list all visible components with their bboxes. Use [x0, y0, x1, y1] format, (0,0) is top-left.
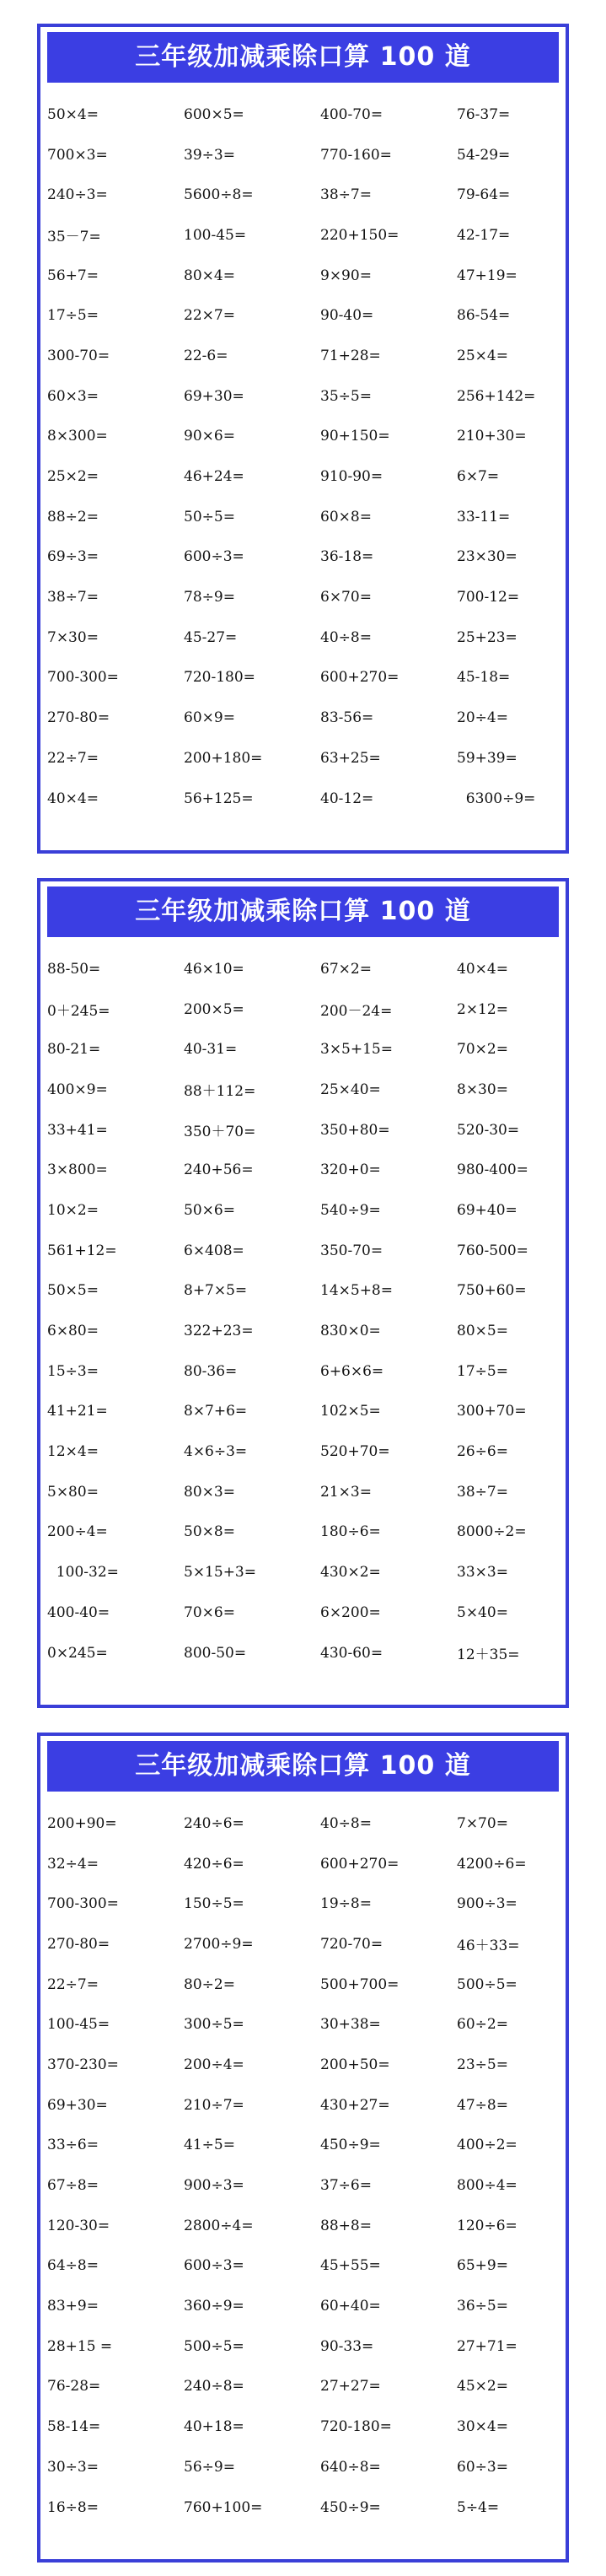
math-problem: 46+24=	[184, 468, 244, 486]
problem-row	[47, 336, 553, 376]
math-problem: 56÷9=	[184, 2458, 235, 2476]
problem-row	[47, 1431, 553, 1472]
math-problem: 200÷4=	[184, 2056, 244, 2073]
problem-row	[47, 779, 553, 819]
problem-row	[47, 738, 553, 779]
math-problem: 6×70=	[320, 589, 372, 606]
math-problem: 360÷9=	[184, 2298, 244, 2315]
math-problem: 33×3=	[457, 1564, 508, 1582]
problem-row	[47, 497, 553, 537]
math-problem: 22×7=	[184, 307, 235, 325]
math-problem: 36-18=	[320, 548, 374, 566]
math-problem: 760+100=	[184, 2498, 263, 2516]
problem-row	[47, 1633, 553, 1673]
math-problem: 33-11=	[457, 508, 511, 525]
math-problem: 720-70=	[320, 1935, 383, 1953]
math-problem: 76-37=	[457, 105, 511, 123]
math-problem: 70×2=	[457, 1041, 508, 1059]
math-problem: 25×40=	[320, 1081, 381, 1098]
math-problem: 80-36=	[184, 1362, 238, 1380]
math-problem: 54-29=	[457, 146, 511, 164]
math-problem: 60×8=	[320, 508, 372, 525]
math-problem: 79-64=	[457, 186, 511, 204]
problem-row	[47, 2165, 553, 2206]
math-problem: 6+6×6=	[320, 1362, 384, 1380]
math-problem: 350+80=	[320, 1121, 390, 1139]
math-problem: 22÷7=	[47, 1975, 99, 1993]
math-problem: 600+270=	[320, 669, 400, 687]
math-problem: 47÷8=	[457, 2096, 508, 2114]
math-problem: 65+9=	[457, 2257, 508, 2275]
math-problem: 540÷9=	[320, 1201, 381, 1219]
problem-row	[47, 698, 553, 738]
math-problem: 5×40=	[457, 1603, 508, 1621]
math-problem: 7×70=	[457, 1814, 508, 1832]
math-problem: 30÷3=	[47, 2458, 99, 2476]
problem-row	[47, 2004, 553, 2045]
math-problem: 8×7+6=	[184, 1403, 248, 1420]
math-problem: 56+125=	[184, 790, 254, 807]
math-problem: 23÷5=	[457, 2056, 508, 2073]
problem-row	[47, 2367, 553, 2407]
math-problem: 80-21=	[47, 1041, 101, 1059]
problem-row	[47, 376, 553, 417]
math-problem: 88÷2=	[47, 508, 99, 525]
math-problem: 25+23=	[457, 628, 518, 646]
math-problem: 30+38=	[320, 2016, 381, 2034]
math-problem: 67÷8=	[47, 2177, 99, 2195]
math-problem: 200+50=	[320, 2056, 390, 2073]
math-problem: 80×5=	[457, 1323, 508, 1340]
math-problem: 640÷8=	[320, 2458, 381, 2476]
math-problem: 322+23=	[184, 1323, 254, 1340]
math-problem: 300÷5=	[184, 2016, 244, 2034]
math-problem: 69+40=	[457, 1201, 518, 1219]
math-problem: 150÷5=	[184, 1895, 244, 1913]
math-problem: 3×5+15=	[320, 1041, 393, 1059]
math-problem: 59+39=	[457, 749, 518, 767]
problem-row	[47, 2206, 553, 2246]
math-problem: 46＋33=	[457, 1937, 520, 1955]
problem-grid	[47, 1803, 553, 2527]
math-problem: 400-70=	[320, 105, 383, 123]
problem-row	[47, 1844, 553, 1884]
worksheet-title: 三年级加减乘除口算 100 道	[47, 32, 559, 83]
math-problem: 41+21=	[47, 1403, 108, 1420]
math-problem: 200－24=	[320, 1003, 393, 1021]
problem-row	[47, 2406, 553, 2447]
math-problem: 220+150=	[320, 226, 400, 244]
math-problem: 30×4=	[457, 2418, 508, 2436]
math-problem: 450÷9=	[320, 2498, 381, 2516]
math-problem: 60÷3=	[457, 2458, 508, 2476]
problem-row	[47, 989, 553, 1030]
math-problem: 4×6÷3=	[184, 1443, 248, 1461]
worksheet-2	[37, 878, 569, 1708]
math-problem: 760-500=	[457, 1242, 528, 1259]
math-problem: 83-56=	[320, 709, 374, 727]
math-problem: 600÷3=	[184, 2257, 244, 2275]
math-problem: 270-80=	[47, 1935, 110, 1953]
math-problem: 370-230=	[47, 2056, 119, 2073]
worksheet-1	[37, 24, 569, 854]
math-problem: 700-300=	[47, 669, 119, 687]
math-problem: 46×10=	[184, 960, 244, 978]
problem-row	[47, 1029, 553, 1070]
math-problem: 76-28=	[47, 2378, 101, 2395]
problem-row	[47, 2326, 553, 2367]
math-problem: 420÷6=	[184, 1855, 244, 1873]
math-problem: 240÷3=	[47, 186, 108, 204]
math-problem: 35－7=	[47, 229, 101, 246]
math-problem: 80×4=	[184, 267, 235, 284]
math-problem: 32÷4=	[47, 1855, 99, 1873]
math-problem: 60+40=	[320, 2298, 381, 2315]
math-problem: 200+180=	[184, 749, 263, 767]
math-problem: 40÷8=	[320, 628, 372, 646]
math-problem: 27+27=	[320, 2378, 381, 2395]
math-problem: 6300÷9=	[457, 790, 536, 807]
math-problem: 40÷8=	[320, 1814, 372, 1832]
math-problem: 400-40=	[47, 1603, 110, 1621]
math-problem: 400÷2=	[457, 2137, 518, 2154]
math-problem: 88+8=	[320, 2217, 372, 2234]
math-problem: 69+30=	[47, 2096, 108, 2114]
problem-grid	[47, 94, 553, 818]
math-problem: 90×6=	[184, 428, 235, 445]
math-problem: 70×6=	[184, 1603, 235, 1621]
problem-row	[47, 1190, 553, 1231]
math-problem: 770-160=	[320, 146, 392, 164]
problem-row	[47, 1110, 553, 1151]
problem-row	[47, 2246, 553, 2287]
problem-row	[47, 1351, 553, 1392]
math-problem: 23×30=	[457, 548, 518, 566]
problem-row	[47, 2126, 553, 2166]
math-problem: 69+30=	[184, 387, 244, 405]
math-problem: 0＋245=	[47, 1003, 110, 1021]
problem-row	[47, 2487, 553, 2528]
math-problem: 90+150=	[320, 428, 390, 445]
problem-row	[47, 175, 553, 215]
problem-row	[47, 1924, 553, 1964]
math-problem: 14×5+8=	[320, 1282, 393, 1300]
math-problem: 2700÷9=	[184, 1935, 254, 1953]
math-problem: 100-45=	[184, 226, 247, 244]
math-problem: 800-50=	[184, 1644, 247, 1662]
math-problem: 720-180=	[320, 2418, 392, 2436]
math-problem: 71+28=	[320, 347, 381, 364]
math-problem: 36÷5=	[457, 2298, 508, 2315]
math-problem: 60×3=	[47, 387, 99, 405]
math-problem: 210+30=	[457, 428, 527, 445]
math-problem: 600÷3=	[184, 548, 244, 566]
math-problem: 0×245=	[47, 1644, 108, 1662]
math-problem: 6×80=	[47, 1323, 99, 1340]
math-problem: 20÷4=	[457, 709, 508, 727]
math-problem: 700×3=	[47, 146, 108, 164]
math-problem: 45×2=	[457, 2378, 508, 2395]
math-problem: 50×4=	[47, 105, 99, 123]
math-problem: 2×12=	[457, 1000, 508, 1018]
math-problem: 750+60=	[457, 1282, 527, 1300]
math-problem: 45-18=	[457, 669, 511, 687]
math-problem: 86-54=	[457, 307, 511, 325]
math-problem: 88-50=	[47, 960, 101, 978]
problem-row	[47, 2447, 553, 2487]
math-problem: 120-30=	[47, 2217, 110, 2234]
math-problem: 2800÷4=	[184, 2217, 254, 2234]
problem-row	[47, 1592, 553, 1633]
math-problem: 500÷5=	[457, 1975, 518, 1993]
math-problem: 3×800=	[47, 1161, 108, 1179]
math-problem: 12×4=	[47, 1443, 99, 1461]
math-problem: 41÷5=	[184, 2137, 235, 2154]
math-problem: 50×8=	[184, 1523, 235, 1541]
problem-row	[47, 256, 553, 296]
math-problem: 910-90=	[320, 468, 383, 486]
problem-row	[47, 1150, 553, 1190]
math-problem: 60×9=	[184, 709, 235, 727]
math-problem: 6×7=	[457, 468, 500, 486]
math-problem: 63+25=	[320, 749, 381, 767]
problem-row	[47, 456, 553, 497]
problem-row	[47, 135, 553, 175]
math-problem: 15÷3=	[47, 1362, 99, 1380]
math-problem: 430×2=	[320, 1564, 381, 1582]
math-problem: 561+12=	[47, 1242, 117, 1259]
math-problem: 300-70=	[47, 347, 110, 364]
problem-row	[47, 1472, 553, 1512]
math-problem: 350-70=	[320, 1242, 383, 1259]
math-problem: 45-27=	[184, 628, 238, 646]
math-problem: 33+41=	[47, 1121, 108, 1139]
math-problem: 38÷7=	[47, 589, 99, 606]
problem-row	[47, 295, 553, 336]
math-problem: 8×300=	[47, 428, 108, 445]
problem-row	[47, 658, 553, 698]
math-problem: 45+55=	[320, 2257, 381, 2275]
problem-row	[47, 417, 553, 457]
math-problem: 102×5=	[320, 1403, 381, 1420]
math-problem: 100-32=	[47, 1564, 119, 1582]
problem-row	[47, 1552, 553, 1592]
math-problem: 600+270=	[320, 1855, 400, 1873]
math-problem: 100-45=	[47, 2016, 110, 2034]
math-problem: 42-17=	[457, 226, 511, 244]
problem-row	[47, 1392, 553, 1432]
math-problem: 21×3=	[320, 1483, 372, 1501]
math-problem: 520-30=	[457, 1121, 520, 1139]
math-problem: 270-80=	[47, 709, 110, 727]
math-problem: 200×5=	[184, 1000, 244, 1018]
math-problem: 17÷5=	[47, 307, 99, 325]
problem-row	[47, 1512, 553, 1553]
math-problem: 8000÷2=	[457, 1523, 527, 1541]
math-problem: 19÷8=	[320, 1895, 372, 1913]
math-problem: 27+71=	[457, 2337, 518, 2355]
math-problem: 40-31=	[184, 1041, 238, 1059]
math-problem: 6×200=	[320, 1603, 381, 1621]
problem-row	[47, 2286, 553, 2326]
math-problem: 17÷5=	[457, 1362, 508, 1380]
problem-row	[47, 2045, 553, 2085]
math-problem: 37÷6=	[320, 2177, 372, 2195]
math-problem: 5×80=	[47, 1483, 99, 1501]
math-problem: 16÷8=	[47, 2498, 99, 2516]
math-problem: 8+7×5=	[184, 1282, 248, 1300]
problem-row	[47, 1231, 553, 1271]
math-problem: 47+19=	[457, 267, 518, 284]
math-problem: 900÷3=	[457, 1895, 518, 1913]
math-problem: 120÷6=	[457, 2217, 518, 2234]
problem-row	[47, 1803, 553, 1844]
math-problem: 300+70=	[457, 1403, 527, 1420]
math-problem: 240÷6=	[184, 1814, 244, 1832]
math-problem: 200÷4=	[47, 1523, 108, 1541]
math-problem: 200+90=	[47, 1814, 117, 1832]
problem-row	[47, 617, 553, 658]
math-problem: 90-40=	[320, 307, 374, 325]
math-problem: 5÷4=	[457, 2498, 500, 2516]
math-problem: 83+9=	[47, 2298, 99, 2315]
problem-row	[47, 1964, 553, 2005]
math-problem: 38÷7=	[320, 186, 372, 204]
math-problem: 8×30=	[457, 1081, 508, 1098]
math-problem: 58-14=	[47, 2418, 101, 2436]
problem-row	[47, 537, 553, 578]
math-problem: 900÷3=	[184, 2177, 244, 2195]
math-problem: 320+0=	[320, 1161, 381, 1179]
math-problem: 40-12=	[320, 790, 374, 807]
math-problem: 500+700=	[320, 1975, 400, 1993]
math-problem: 4200÷6=	[457, 1855, 527, 1873]
math-problem: 28+15 =	[47, 2337, 113, 2355]
math-problem: 5×15+3=	[184, 1564, 256, 1582]
math-problem: 800÷4=	[457, 2177, 518, 2195]
math-problem: 40×4=	[457, 960, 508, 978]
math-problem: 240÷8=	[184, 2378, 244, 2395]
math-problem: 35÷5=	[320, 387, 372, 405]
math-problem: 9×90=	[320, 267, 372, 284]
math-problem: 38÷7=	[457, 1483, 508, 1501]
worksheet-title: 三年级加减乘除口算 100 道	[47, 887, 559, 937]
math-problem: 50×5=	[47, 1282, 99, 1300]
math-problem: 40+18=	[184, 2418, 244, 2436]
math-problem: 720-180=	[184, 669, 255, 687]
math-problem: 33÷6=	[47, 2137, 99, 2154]
math-problem: 78÷9=	[184, 589, 235, 606]
math-problem: 69÷3=	[47, 548, 99, 566]
math-problem: 256+142=	[457, 387, 536, 405]
math-problem: 22-6=	[184, 347, 228, 364]
problem-row	[47, 215, 553, 256]
math-problem: 180÷6=	[320, 1523, 381, 1541]
math-problem: 22÷7=	[47, 749, 99, 767]
math-problem: 40×4=	[47, 790, 99, 807]
math-problem: 12＋35=	[457, 1646, 520, 1664]
math-problem: 25×2=	[47, 468, 99, 486]
math-problem: 240+56=	[184, 1161, 254, 1179]
math-problem: 400×9=	[47, 1081, 108, 1098]
problem-row	[47, 577, 553, 617]
math-problem: 6×408=	[184, 1242, 244, 1259]
problem-row	[47, 1311, 553, 1351]
problem-row	[47, 1271, 553, 1312]
math-problem: 600×5=	[184, 105, 244, 123]
math-problem: 50÷5=	[184, 508, 235, 525]
math-problem: 450÷9=	[320, 2137, 381, 2154]
math-problem: 80÷2=	[184, 1975, 235, 1993]
math-problem: 210÷7=	[184, 2096, 244, 2114]
math-problem: 500÷5=	[184, 2337, 244, 2355]
problem-row	[47, 94, 553, 135]
math-problem: 5600÷8=	[184, 186, 254, 204]
math-problem: 520+70=	[320, 1443, 390, 1461]
worksheet-3	[37, 1733, 569, 2563]
math-problem: 830×0=	[320, 1323, 381, 1340]
math-problem: 67×2=	[320, 960, 372, 978]
problem-grid	[47, 949, 553, 1673]
math-problem: 39÷3=	[184, 146, 235, 164]
math-problem: 80×3=	[184, 1483, 235, 1501]
math-problem: 7×30=	[47, 628, 99, 646]
math-problem: 430+27=	[320, 2096, 390, 2114]
math-problem: 60÷2=	[457, 2016, 508, 2034]
math-problem: 430-60=	[320, 1644, 383, 1662]
problem-row	[47, 1070, 553, 1110]
math-problem: 700-12=	[457, 589, 520, 606]
problem-row	[47, 1883, 553, 1924]
math-problem: 26÷6=	[457, 1443, 508, 1461]
math-problem: 56+7=	[47, 267, 99, 284]
math-problem: 980-400=	[457, 1161, 528, 1179]
math-problem: 25×4=	[457, 347, 508, 364]
problem-row	[47, 2085, 553, 2126]
math-problem: 64÷8=	[47, 2257, 99, 2275]
math-problem: 700-300=	[47, 1895, 119, 1913]
math-problem: 88＋112=	[184, 1083, 256, 1101]
math-problem: 350＋70=	[184, 1124, 256, 1141]
math-problem: 10×2=	[47, 1201, 99, 1219]
math-problem: 90-33=	[320, 2337, 374, 2355]
math-problem: 50×6=	[184, 1201, 235, 1219]
problem-row	[47, 949, 553, 989]
worksheet-title: 三年级加减乘除口算 100 道	[47, 1741, 559, 1792]
